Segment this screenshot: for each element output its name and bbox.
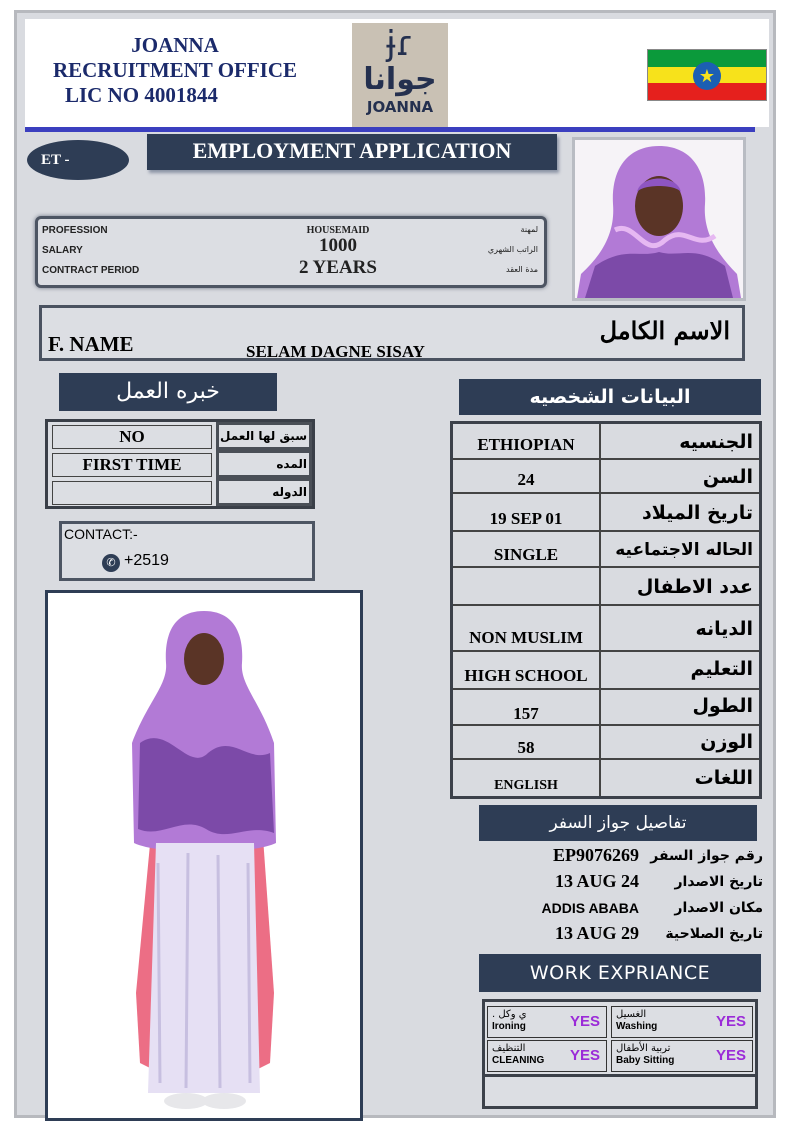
- passport-label: رقم جواز السفر: [650, 848, 763, 864]
- profession-value: HOUSEMAID: [306, 225, 370, 236]
- joanna-logo: [352, 23, 448, 127]
- header-divider: [25, 127, 755, 132]
- logo-english: JOANNA: [366, 98, 434, 116]
- personal-label: الوزن: [599, 726, 759, 758]
- personal-row: [453, 652, 759, 690]
- skill-cleaning: [487, 1040, 607, 1072]
- skill-value: YES: [715, 1047, 746, 1064]
- skill-value: YES: [569, 1013, 600, 1030]
- skill-label-ar: تربية الأطفال: [616, 1043, 671, 1054]
- full-name-row: [39, 305, 745, 361]
- personal-row: [453, 424, 759, 460]
- office-name-line1: JOANNA: [131, 33, 219, 57]
- personal-row: [453, 760, 759, 796]
- passport-value: 13 AUG 24: [554, 871, 639, 891]
- table-divider: [485, 1074, 755, 1077]
- personal-row: [453, 494, 759, 532]
- personal-row: [453, 460, 759, 494]
- personal-row: [453, 726, 759, 760]
- passport-value: EP9076269: [552, 845, 639, 865]
- passport-value: ADDIS ABABA: [541, 900, 639, 916]
- application-form: [14, 10, 776, 1118]
- experience-label: الدوله: [216, 478, 312, 506]
- personal-data-title: البيانات الشخصيه: [459, 379, 761, 415]
- portrait-photo: [572, 137, 746, 301]
- salary-label: SALARY: [42, 245, 83, 256]
- passport-row: [487, 871, 763, 897]
- skill-value: YES: [569, 1047, 600, 1064]
- full-name-label-ar: الاسم الكامل: [599, 316, 730, 345]
- personal-label: تاريخ الميلاد: [599, 494, 759, 530]
- personal-label: الحاله الاجتماعيه: [599, 532, 759, 566]
- contact-phone: +2519: [124, 552, 169, 569]
- salary-value: 1000: [319, 235, 357, 256]
- personal-row: [453, 532, 759, 568]
- personal-label: السن: [599, 460, 759, 492]
- experience-label: المده: [216, 450, 312, 478]
- full-body-photo: [45, 590, 363, 1121]
- office-name-line2: RECRUITMENT OFFICE: [52, 58, 298, 82]
- full-name-value: SELAM DAGNE SISAY: [246, 342, 425, 361]
- experience-row: [48, 422, 312, 450]
- logo-mark-icon: ɉɾ: [386, 24, 414, 64]
- header: [25, 19, 769, 127]
- personal-row: [453, 568, 759, 606]
- logo-arabic: جوانا: [363, 62, 437, 97]
- contract-label: CONTRACT PERIOD: [42, 265, 140, 276]
- skill-label-en: Ironing: [492, 1021, 526, 1032]
- job-details-panel: [35, 216, 547, 288]
- personal-value: SINGLE: [493, 545, 559, 564]
- license-number: LIC NO 4001844: [65, 83, 218, 107]
- personal-value: 157: [513, 704, 539, 723]
- personal-row: [453, 606, 759, 652]
- experience-title: خبره العمل: [59, 373, 277, 411]
- full-name-label: F. NAME: [48, 332, 134, 356]
- contract-label-ar: مدة العقد: [506, 265, 538, 274]
- experience-value: FIRST TIME: [52, 453, 212, 477]
- personal-label: الطول: [599, 690, 759, 724]
- personal-value: ENGLISH: [494, 778, 558, 793]
- personal-label: الديانه: [599, 606, 759, 650]
- skill-label-ar: الغسيل: [616, 1009, 647, 1020]
- skill-value: YES: [715, 1013, 746, 1030]
- contact-label: CONTACT:-: [64, 526, 138, 542]
- skill-label-ar: ي وكل .: [492, 1009, 527, 1020]
- personal-label: التعليم: [599, 652, 759, 688]
- contact-box: [59, 521, 315, 581]
- passport-title: تفاصيل جواز السفر: [479, 805, 757, 841]
- salary-label-ar: الراتب الشهري: [487, 245, 538, 254]
- personal-row: [453, 690, 759, 726]
- passport-value: 13 AUG 29: [554, 923, 639, 943]
- experience-label: سبق لها العمل: [216, 422, 312, 450]
- experience-value: [52, 481, 212, 505]
- passport-row: [487, 923, 763, 949]
- personal-label: عدد الاطفال: [599, 568, 759, 604]
- experience-row: [48, 450, 312, 478]
- office-info: [35, 33, 315, 108]
- skill-ironing: [487, 1006, 607, 1038]
- skill-label-en: CLEANING: [492, 1055, 545, 1066]
- work-experience-table: [482, 999, 758, 1109]
- personal-value: ETHIOPIAN: [477, 435, 575, 454]
- passport-label: تاريخ الاصدار: [674, 874, 763, 890]
- phone-icon: ✆: [102, 554, 120, 572]
- skill-label-ar: التنظيف: [492, 1043, 526, 1054]
- ethiopia-flag-icon: [647, 49, 767, 101]
- passport-row: [487, 897, 763, 923]
- personal-value: NON MUSLIM: [469, 628, 583, 647]
- skill-washing: [611, 1006, 753, 1038]
- contract-value: 2 YEARS: [299, 257, 377, 278]
- personal-label: الجنسيه: [599, 424, 759, 458]
- experience-row: [48, 478, 312, 506]
- skill-label-en: Baby Sitting: [616, 1055, 675, 1066]
- passport-label: تاريخ الصلاحية: [665, 926, 763, 942]
- skill-baby-sitting: [611, 1040, 753, 1072]
- form-title: EMPLOYMENT APPLICATION: [147, 134, 557, 170]
- passport-label: مكان الاصدار: [674, 900, 763, 916]
- skill-label-en: Washing: [616, 1021, 658, 1032]
- work-experience-title: WORK EXPRIANCE: [479, 954, 761, 992]
- reference-badge: ET -: [27, 140, 129, 180]
- profession-label-ar: لمهنة: [520, 225, 538, 234]
- personal-label: اللغات: [599, 760, 759, 796]
- passport-row: [487, 845, 763, 871]
- flag-emblem-icon: ★: [693, 62, 721, 90]
- personal-value: HIGH SCHOOL: [464, 666, 588, 685]
- profession-label: PROFESSION: [42, 225, 108, 236]
- personal-value: 24: [517, 470, 535, 489]
- personal-value: 19 SEP 01: [489, 509, 563, 528]
- personal-value: 58: [517, 738, 535, 757]
- experience-table: [45, 419, 315, 509]
- experience-value: NO: [52, 425, 212, 449]
- personal-data-table: [450, 421, 762, 799]
